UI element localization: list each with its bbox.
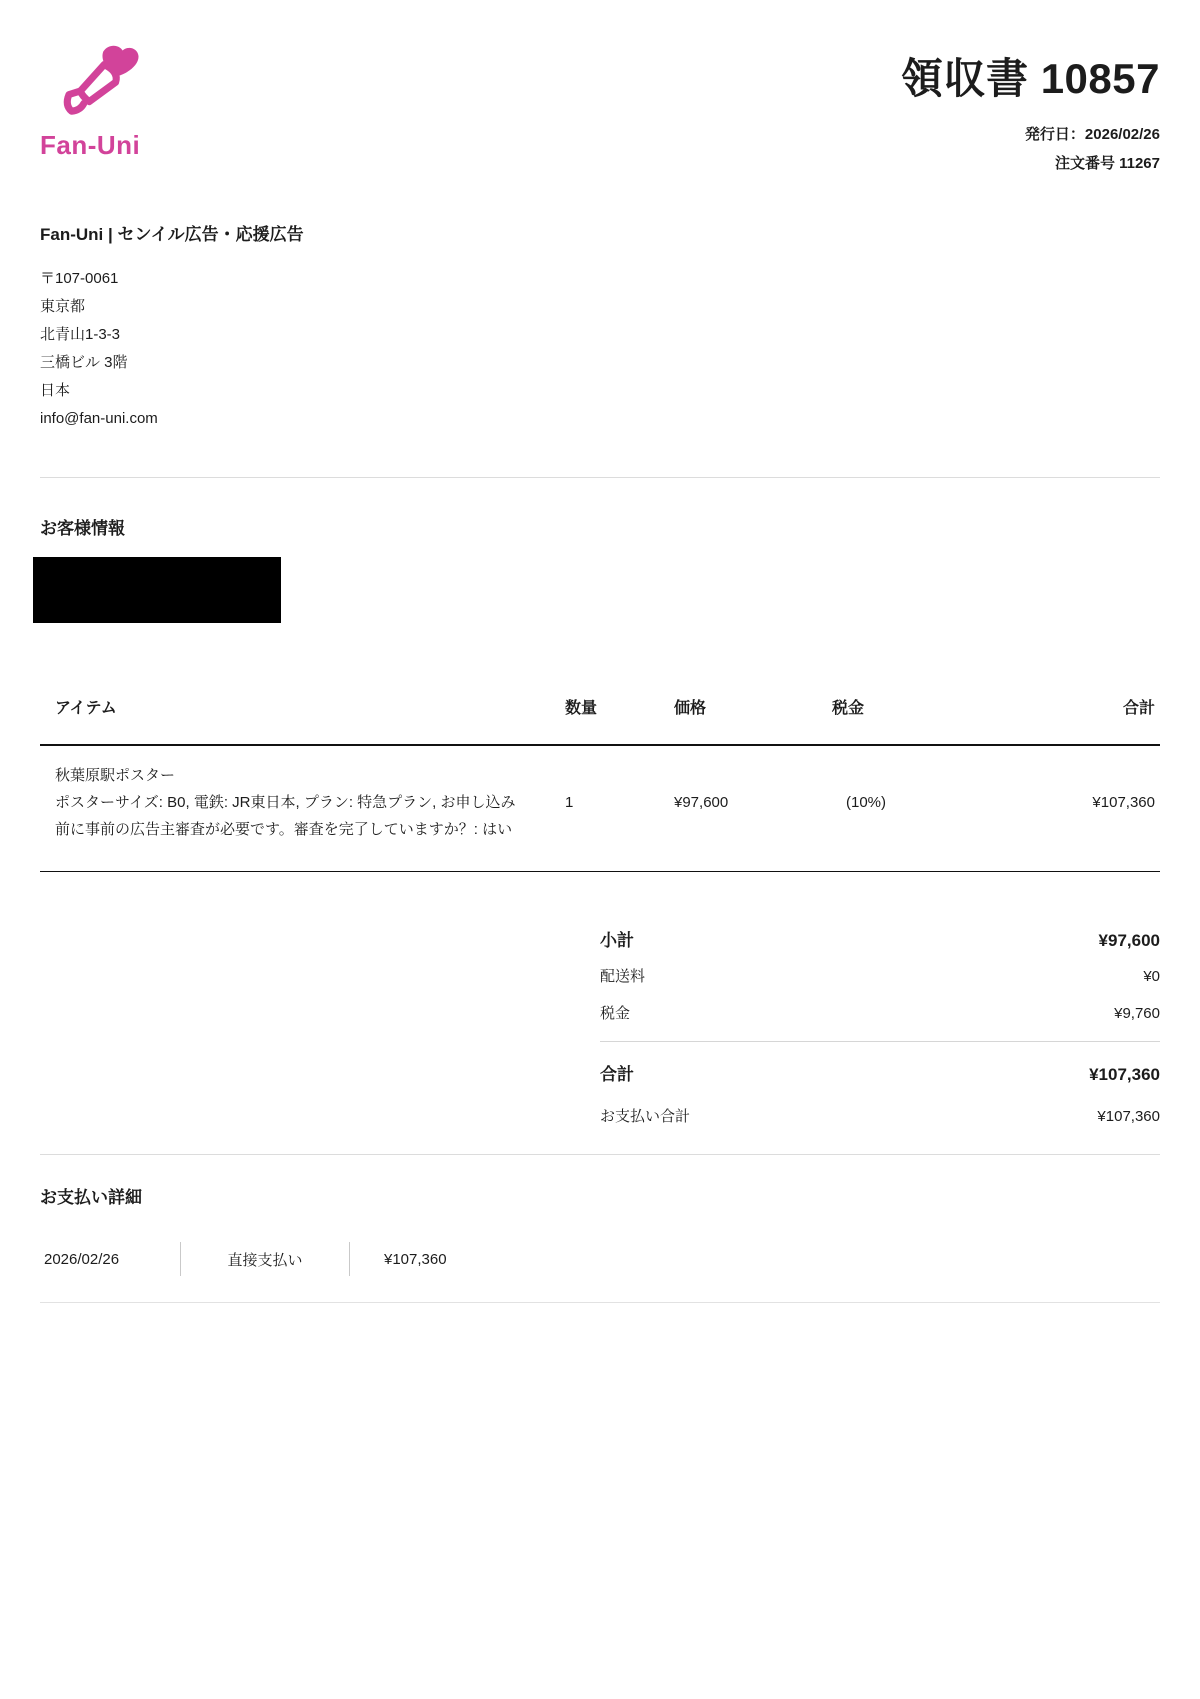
item-name: 秋葉原駅ポスター xyxy=(55,767,176,784)
item-price: ¥97,600 xyxy=(674,794,729,811)
item-quantity: 1 xyxy=(565,794,574,811)
brand-logo xyxy=(40,40,144,161)
seller-address-line: 三橋ビル 3階 xyxy=(40,354,128,371)
order-number: 注文番号 11267 xyxy=(1054,155,1160,172)
seller-address-line: 北青山1-3-3 xyxy=(40,326,121,343)
column-header-price: 価格 xyxy=(674,700,707,717)
item-tax: (10%) xyxy=(846,794,887,811)
totals-divider xyxy=(600,1041,1160,1042)
payment-row xyxy=(40,1242,1160,1276)
table-row xyxy=(40,746,1160,872)
paid-total-value: ¥107,360 xyxy=(1097,1108,1160,1125)
column-header-tax: 税金 xyxy=(832,700,865,717)
subtotal-row xyxy=(600,926,1160,951)
grand-total-row xyxy=(600,1060,1160,1085)
item-total: ¥107,360 xyxy=(1092,794,1155,811)
section-divider xyxy=(40,477,1160,478)
receipt-header xyxy=(40,40,1160,178)
seller-name: Fan-Uni | センイル広告・応援広告 xyxy=(40,225,304,244)
items-table xyxy=(40,695,1160,872)
seller-postal-code: 〒107-0061 xyxy=(40,270,119,287)
megaphone-heart-icon xyxy=(52,40,144,128)
redacted-customer-block xyxy=(33,557,281,623)
payment-details-heading: お支払い詳細 xyxy=(40,1188,142,1207)
page-title: 領収書 10857 xyxy=(901,55,1160,102)
shipping-row xyxy=(600,965,1160,986)
seller-address-line: 日本 xyxy=(40,382,71,399)
seller-info xyxy=(40,220,1160,433)
item-cell xyxy=(40,762,565,843)
shipping-value: ¥0 xyxy=(1143,968,1160,985)
table-header-row xyxy=(40,695,1160,746)
tax-label: 税金 xyxy=(600,1005,631,1022)
section-divider xyxy=(40,1154,1160,1155)
subtotal-label: 小計 xyxy=(600,931,634,950)
issue-date: 発行日：2026/02/26 xyxy=(1024,126,1160,143)
column-header-total: 合計 xyxy=(1122,700,1155,717)
seller-address-line: 東京都 xyxy=(40,298,86,315)
brand-wordmark: Fan-Uni xyxy=(40,130,141,160)
customer-info-heading: お客様情報 xyxy=(40,519,125,538)
section-divider xyxy=(40,1302,1160,1303)
payment-method: 直接支払い xyxy=(227,1251,303,1269)
title-block xyxy=(901,40,1160,178)
seller-email: info@fan-uni.com xyxy=(40,410,158,427)
payment-details xyxy=(40,1183,1160,1276)
column-header-item: アイテム xyxy=(55,700,117,717)
payment-date: 2026/02/26 xyxy=(44,1250,120,1268)
tax-value: ¥9,760 xyxy=(1114,1005,1160,1022)
grand-total-label: 合計 xyxy=(600,1065,634,1084)
subtotal-value: ¥97,600 xyxy=(1098,931,1160,950)
item-description: ポスターサイズ: B0, 電鉄: JR東日本, プラン: 特急プラン, お申し込み前に事前の広告主審査が必要です。審査を完了していますか？: はい xyxy=(55,794,516,838)
grand-total-value: ¥107,360 xyxy=(1089,1065,1160,1084)
paid-total-label: お支払い合計 xyxy=(600,1108,691,1125)
payment-amount: ¥107,360 xyxy=(384,1250,447,1268)
paid-total-row xyxy=(600,1105,1160,1126)
tax-row xyxy=(600,1002,1160,1023)
shipping-label: 配送料 xyxy=(600,968,646,985)
column-header-quantity: 数量 xyxy=(565,700,598,717)
customer-info xyxy=(40,514,1160,623)
totals-summary xyxy=(600,926,1160,1126)
